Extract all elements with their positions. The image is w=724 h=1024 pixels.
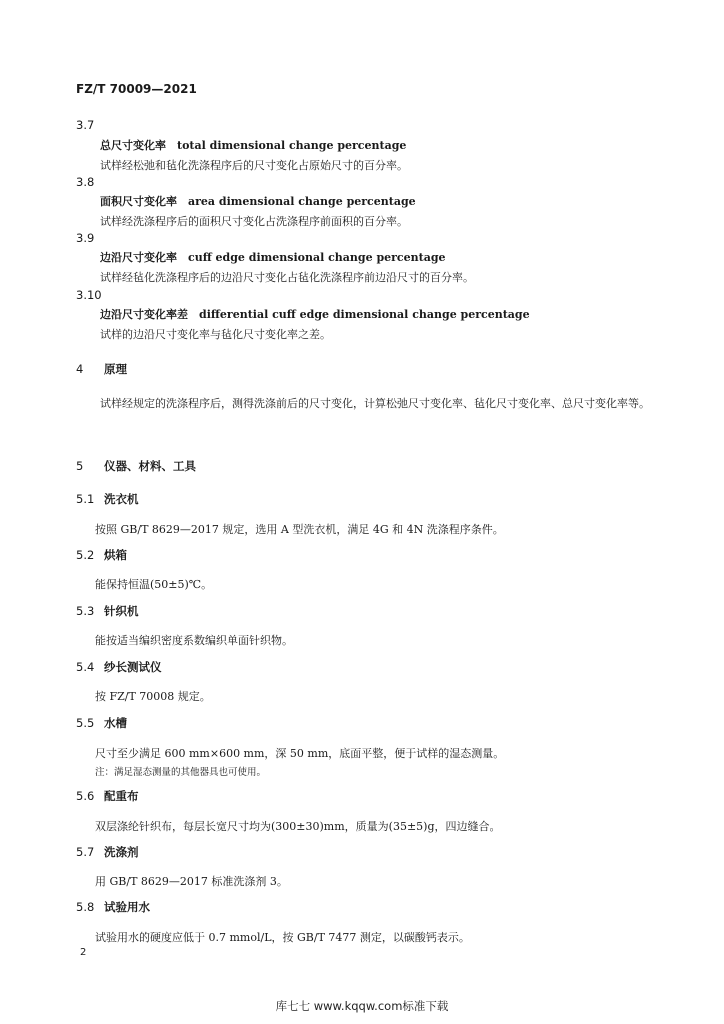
subsection-text: 能保持恒温(50±5)℃。 <box>95 578 213 591</box>
subsection-number: 5.2 <box>76 548 95 562</box>
subsection-number: 5.1 <box>76 492 95 506</box>
term-title: 面积尺寸变化率 area dimensional change percentage <box>100 195 416 208</box>
subsection-text: 试验用水的硬度应低于 0.7 mmol/L，按 GB/T 7477 测定，以碳酸钙表示。 <box>95 931 470 944</box>
subsection-text: 用 GB/T 8629—2017 标准洗涤剂 3。 <box>95 875 288 888</box>
page-number: 2 <box>80 947 87 958</box>
term-number: 3.9 <box>76 231 95 245</box>
subsection-note: 注：满足湿态测量的其他器具也可使用。 <box>95 767 267 778</box>
subsection-text: 双层涤纶针织布，每层长宽尺寸均为(300±30)mm，质量为(35±5)g，四边缝合。 <box>95 820 501 833</box>
footer-watermark: 库七七 www.kqqw.com标准下载 <box>275 999 449 1013</box>
subsection-text: 按 FZ/T 70008 规定。 <box>95 690 211 703</box>
section-number: 5 <box>76 459 84 473</box>
subsection-number: 5.5 <box>76 716 95 730</box>
subsection-title: 烘箱 <box>104 548 127 562</box>
subsection-title: 配重布 <box>104 789 139 803</box>
term-title: 边沿尺寸变化率差 differential cuff edge dimensional change percentage <box>100 308 530 321</box>
term-definition: 试样经洗涤程序后的面积尺寸变化占洗涤程序前面积的百分率。 <box>100 215 408 228</box>
term-title: 边沿尺寸变化率 cuff edge dimensional change percentage <box>100 251 446 264</box>
subsection-title: 纱长测试仪 <box>104 660 162 674</box>
term-number: 3.10 <box>76 288 102 302</box>
section-heading-5 <box>76 458 196 474</box>
subsection-title: 洗涤剂 <box>104 845 139 859</box>
subsection-heading <box>76 603 139 619</box>
subsection-number: 5.3 <box>76 604 95 618</box>
subsection-text: 能按适当编织密度系数编织单面针织物。 <box>95 634 293 647</box>
section-heading-4 <box>76 361 127 377</box>
section-4-text: 试样经规定的洗涤程序后，测得洗涤前后的尺寸变化，计算松弛尺寸变化率、毡化尺寸变化率、总尺寸变化率等。 <box>100 397 650 410</box>
subsection-heading <box>76 491 139 507</box>
subsection-title: 试验用水 <box>104 900 150 914</box>
subsection-title: 针织机 <box>104 604 139 618</box>
term-number: 3.8 <box>76 175 95 189</box>
subsection-heading <box>76 659 162 675</box>
subsection-number: 5.4 <box>76 660 95 674</box>
subsection-heading <box>76 899 150 915</box>
term-definition: 试样的边沿尺寸变化率与毡化尺寸变化率之差。 <box>100 328 331 341</box>
subsection-heading <box>76 844 139 860</box>
section-number: 4 <box>76 362 84 376</box>
subsection-title: 水槽 <box>104 716 127 730</box>
section-title: 仪器、材料、工具 <box>104 459 196 473</box>
term-definition: 试样经松弛和毡化洗涤程序后的尺寸变化占原始尺寸的百分率。 <box>100 159 408 172</box>
subsection-heading <box>76 547 127 563</box>
term-title: 总尺寸变化率 total dimensional change percentage <box>100 139 407 152</box>
subsection-number: 5.7 <box>76 845 95 859</box>
subsection-heading <box>76 715 127 731</box>
subsection-number: 5.6 <box>76 789 95 803</box>
subsection-title: 洗衣机 <box>104 492 139 506</box>
subsection-number: 5.8 <box>76 900 95 914</box>
section-title: 原理 <box>104 362 127 376</box>
term-number: 3.7 <box>76 118 95 132</box>
subsection-text: 尺寸至少满足 600 mm×600 mm，深 50 mm，底面平整，便于试样的湿态测量。 <box>95 747 505 760</box>
term-definition: 试样经毡化洗涤程序后的边沿尺寸变化占毡化洗涤程序前边沿尺寸的百分率。 <box>100 271 474 284</box>
subsection-heading <box>76 788 139 804</box>
document-header: FZ/T 70009—2021 <box>76 82 197 96</box>
subsection-text: 按照 GB/T 8629—2017 规定，选用 A 型洗衣机，满足 4G 和 4N 洗涤程序条件。 <box>95 523 504 536</box>
